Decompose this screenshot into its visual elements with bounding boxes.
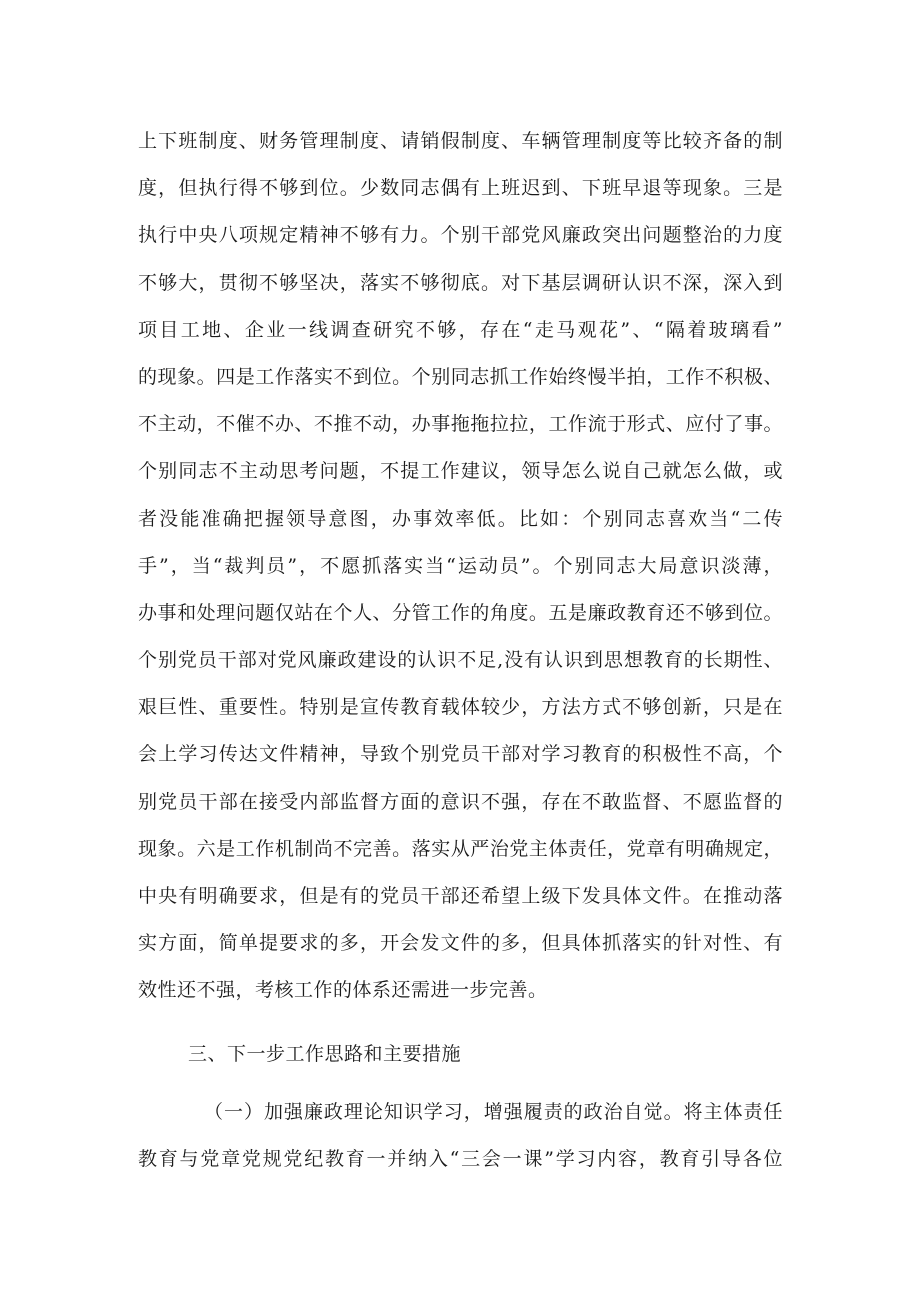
text-line: 教育与党章党规党纪教育一并纳入“三会一课”学习内容，教育引导各位	[138, 1147, 783, 1170]
text-line: 办事和处理问题仅站在个人、分管工作的角度。五是廉政教育还不够到位。	[138, 601, 783, 624]
text-line: 实方面，简单提要求的多，开会发文件的多，但具体抓落实的针对性、有	[138, 932, 783, 955]
text-line: 手”，当“裁判员”，不愿抓落实当“运动员”。个别同志大局意识淡薄，	[138, 554, 783, 577]
text-line: 会上学习传达文件精神，导致个别党员干部对学习教育的积极性不高，个	[138, 743, 783, 766]
text-line: 别党员干部在接受内部监督方面的意识不强，存在不敢监督、不愿监督的	[138, 790, 783, 813]
text-line: （一）加强廉政理论知识学习，增强履责的政治自觉。将主体责任	[204, 1100, 783, 1123]
text-line: 不主动，不催不办、不推不动，办事拖拖拉拉，工作流于形式、应付了事。	[138, 413, 783, 436]
text-line: 效性还不强，考核工作的体系还需进一步完善。	[138, 979, 548, 1002]
text-line: 上下班制度、财务管理制度、请销假制度、车辆管理制度等比较齐备的制	[138, 130, 783, 152]
text-line: 个别党员干部对党风廉政建设的认识不足,没有认识到思想教育的长期性、	[138, 649, 783, 672]
text-line: 项目工地、企业一线调查研究不够，存在“走马观花”、“隔着玻璃看”	[138, 318, 783, 341]
paragraph-problems	[138, 118, 783, 1015]
text-line: 度，但执行得不够到位。少数同志偶有上班迟到、下班早退等现象。三是	[138, 177, 783, 200]
text-line: 不够大，贯彻不够坚决，落实不够彻底。对下基层调研认识不深，深入到	[138, 271, 783, 294]
text-line: 现象。六是工作机制尚不完善。落实从严治党主体责任，党章有明确规定，	[138, 837, 783, 860]
text-line: 中央有明确要求，但是有的党员干部还希望上级下发具体文件。在推动落	[138, 885, 783, 907]
paragraph-measures	[138, 1089, 783, 1183]
document-page	[138, 118, 783, 1183]
text-line: 艰巨性、重要性。特别是宣传教育载体较少，方法方式不够创新，只是在	[138, 696, 783, 719]
text-line: 的现象。四是工作落实不到位。个别同志抓工作始终慢半拍，工作不积极、	[138, 365, 783, 388]
text-line: 个别同志不主动思考问题，不提工作建议，领导怎么说自己就怎么做，或	[138, 460, 783, 483]
text-line: 者没能准确把握领导意图，办事效率低。比如：个别同志喜欢当“二传	[138, 507, 783, 530]
text-line: 执行中央八项规定精神不够有力。个别干部党风廉政突出问题整治的力度	[138, 224, 783, 247]
section-heading: 三、下一步工作思路和主要措施	[188, 1042, 462, 1065]
